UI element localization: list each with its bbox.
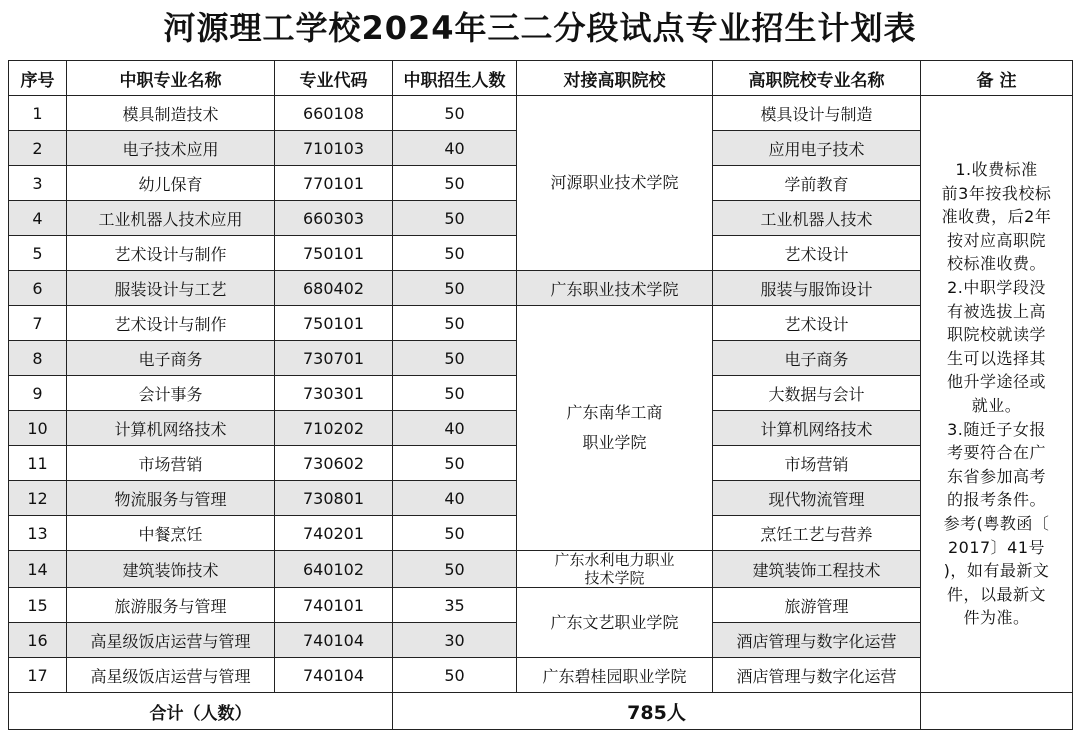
- note-line: 校标准收费。: [946, 254, 1046, 274]
- note-line: 2.中职学段没: [947, 278, 1046, 298]
- header-college: 对接高职院校: [517, 61, 713, 96]
- cell-seq: 6: [9, 271, 67, 306]
- cell-college-major: 艺术设计: [713, 306, 921, 341]
- cell-seq: 15: [9, 588, 67, 623]
- cell-code: 740201: [275, 516, 393, 551]
- cell-seq: 7: [9, 306, 67, 341]
- cell-enroll: 50: [393, 376, 517, 411]
- table-row: [9, 271, 1073, 306]
- cell-enroll: 30: [393, 623, 517, 658]
- note-line: 职院校就读学: [946, 325, 1046, 345]
- cell-seq: 4: [9, 201, 67, 236]
- cell-code: 730602: [275, 446, 393, 481]
- total-note-empty: [921, 693, 1073, 730]
- cell-code: 730301: [275, 376, 393, 411]
- header-note: 备 注: [921, 61, 1073, 96]
- cell-seq: 16: [9, 623, 67, 658]
- note-line: 参考(粤教函〔: [943, 513, 1050, 533]
- cell-code: 730801: [275, 481, 393, 516]
- cell-code: 680402: [275, 271, 393, 306]
- cell-major: 建筑装饰技术: [67, 551, 275, 588]
- cell-code: 710103: [275, 131, 393, 166]
- note-line: 他升学途径或: [946, 372, 1046, 392]
- cell-seq: 5: [9, 236, 67, 271]
- cell-major: 中餐烹饪: [67, 516, 275, 551]
- cell-major: 旅游服务与管理: [67, 588, 275, 623]
- header-code: 专业代码: [275, 61, 393, 96]
- table-row: [9, 588, 1073, 623]
- cell-college-major: 工业机器人技术: [713, 201, 921, 236]
- cell-enroll: 50: [393, 341, 517, 376]
- cell-major: 计算机网络技术: [67, 411, 275, 446]
- total-value: 785人: [393, 693, 921, 730]
- cell-major: 电子技术应用: [67, 131, 275, 166]
- cell-code: 750101: [275, 306, 393, 341]
- cell-enroll: 35: [393, 588, 517, 623]
- note-line: )，如有最新文: [943, 561, 1050, 581]
- table-row: [9, 96, 1073, 131]
- header-major: 中职专业名称: [67, 61, 275, 96]
- cell-seq: 10: [9, 411, 67, 446]
- cell-major: 高星级饭店运营与管理: [67, 623, 275, 658]
- cell-college-biguiyuan: 广东碧桂园职业学院: [517, 658, 713, 693]
- cell-enroll: 50: [393, 271, 517, 306]
- note-line: 考要符合在广: [946, 443, 1046, 463]
- note-line: 1.收费标准: [955, 160, 1038, 180]
- cell-enroll: 50: [393, 446, 517, 481]
- table-row: [9, 551, 1073, 588]
- note-line: 东省参加高考: [946, 466, 1046, 486]
- note-line: 准收费，后2年: [941, 207, 1052, 227]
- cell-college-major: 酒店管理与数字化运营: [713, 623, 921, 658]
- cell-code: 750101: [275, 236, 393, 271]
- notes-cell: [921, 96, 1073, 693]
- cell-college-major: 模具设计与制造: [713, 96, 921, 131]
- total-row: [9, 693, 1073, 730]
- cell-seq: 17: [9, 658, 67, 693]
- cell-enroll: 40: [393, 131, 517, 166]
- cell-major: 电子商务: [67, 341, 275, 376]
- cell-major: 工业机器人技术应用: [67, 201, 275, 236]
- cell-college-major: 市场营销: [713, 446, 921, 481]
- cell-seq: 1: [9, 96, 67, 131]
- cell-code: 660108: [275, 96, 393, 131]
- cell-seq: 14: [9, 551, 67, 588]
- cell-code: 740101: [275, 588, 393, 623]
- cell-college-nanhua: [517, 306, 713, 551]
- cell-major: 物流服务与管理: [67, 481, 275, 516]
- table-row: [9, 306, 1073, 341]
- note-line: 3.随迁子女报: [947, 419, 1046, 439]
- note-line: 件为准。: [963, 608, 1030, 628]
- college-name-line: 技术学院: [584, 569, 645, 587]
- cell-college-major: 旅游管理: [713, 588, 921, 623]
- enrollment-plan-table: [8, 60, 1073, 730]
- college-name-line: 广东水利电力职业: [554, 551, 675, 569]
- cell-college-major: 烹饪工艺与营养: [713, 516, 921, 551]
- cell-college-major: 电子商务: [713, 341, 921, 376]
- cell-college-major: 服装与服饰设计: [713, 271, 921, 306]
- cell-college-water: [517, 551, 713, 588]
- cell-college-major: 学前教育: [713, 166, 921, 201]
- cell-enroll: 50: [393, 236, 517, 271]
- cell-seq: 11: [9, 446, 67, 481]
- cell-seq: 3: [9, 166, 67, 201]
- header-enroll: 中职招生人数: [393, 61, 517, 96]
- note-line: 件，以最新文: [946, 584, 1046, 604]
- cell-major: 艺术设计与制作: [67, 306, 275, 341]
- note-line: 按对应高职院: [946, 230, 1046, 250]
- cell-college-major: 建筑装饰工程技术: [713, 551, 921, 588]
- header-seq: 序号: [9, 61, 67, 96]
- cell-code: 740104: [275, 623, 393, 658]
- cell-enroll: 50: [393, 658, 517, 693]
- cell-major: 高星级饭店运营与管理: [67, 658, 275, 693]
- note-line: 前3年按我校标: [941, 183, 1052, 203]
- cell-enroll: 50: [393, 201, 517, 236]
- cell-seq: 2: [9, 131, 67, 166]
- cell-major: 会计事务: [67, 376, 275, 411]
- note-line: 就业。: [971, 396, 1022, 415]
- cell-enroll: 50: [393, 306, 517, 341]
- header-college-major: 高职院校专业名称: [713, 61, 921, 96]
- cell-college-major: 计算机网络技术: [713, 411, 921, 446]
- note-line: 生可以选择其: [946, 348, 1046, 368]
- cell-code: 660303: [275, 201, 393, 236]
- cell-college-major: 艺术设计: [713, 236, 921, 271]
- table-row: [9, 658, 1073, 693]
- cell-enroll: 40: [393, 411, 517, 446]
- cell-enroll: 50: [393, 551, 517, 588]
- cell-seq: 13: [9, 516, 67, 551]
- cell-code: 730701: [275, 341, 393, 376]
- cell-college-major: 大数据与会计: [713, 376, 921, 411]
- cell-code: 770101: [275, 166, 393, 201]
- cell-college-heyuan: 河源职业技术学院: [517, 96, 713, 271]
- header-row: [9, 61, 1073, 96]
- cell-seq: 9: [9, 376, 67, 411]
- cell-major: 艺术设计与制作: [67, 236, 275, 271]
- cell-code: 710202: [275, 411, 393, 446]
- college-name-line: 职业学院: [582, 433, 647, 452]
- cell-major: 模具制造技术: [67, 96, 275, 131]
- college-name-line: 广东南华工商: [566, 403, 663, 422]
- cell-enroll: 50: [393, 516, 517, 551]
- total-label: 合计（人数）: [9, 693, 393, 730]
- cell-code: 640102: [275, 551, 393, 588]
- cell-enroll: 50: [393, 166, 517, 201]
- cell-major: 市场营销: [67, 446, 275, 481]
- cell-seq: 12: [9, 481, 67, 516]
- cell-seq: 8: [9, 341, 67, 376]
- page-title: 河源理工学校2024年三二分段试点专业招生计划表: [163, 9, 917, 47]
- cell-enroll: 50: [393, 96, 517, 131]
- cell-college-guangdong-vocational: 广东职业技术学院: [517, 271, 713, 306]
- cell-major: 服装设计与工艺: [67, 271, 275, 306]
- cell-major: 幼儿保育: [67, 166, 275, 201]
- cell-college-major: 现代物流管理: [713, 481, 921, 516]
- note-line: 2017〕41号: [947, 537, 1046, 557]
- cell-college-major: 酒店管理与数字化运营: [713, 658, 921, 693]
- note-line: 有被选拔上高: [946, 301, 1046, 321]
- cell-college-wenyi: 广东文艺职业学院: [517, 588, 713, 658]
- cell-enroll: 40: [393, 481, 517, 516]
- note-line: 的报考条件。: [946, 490, 1046, 510]
- cell-college-major: 应用电子技术: [713, 131, 921, 166]
- cell-code: 740104: [275, 658, 393, 693]
